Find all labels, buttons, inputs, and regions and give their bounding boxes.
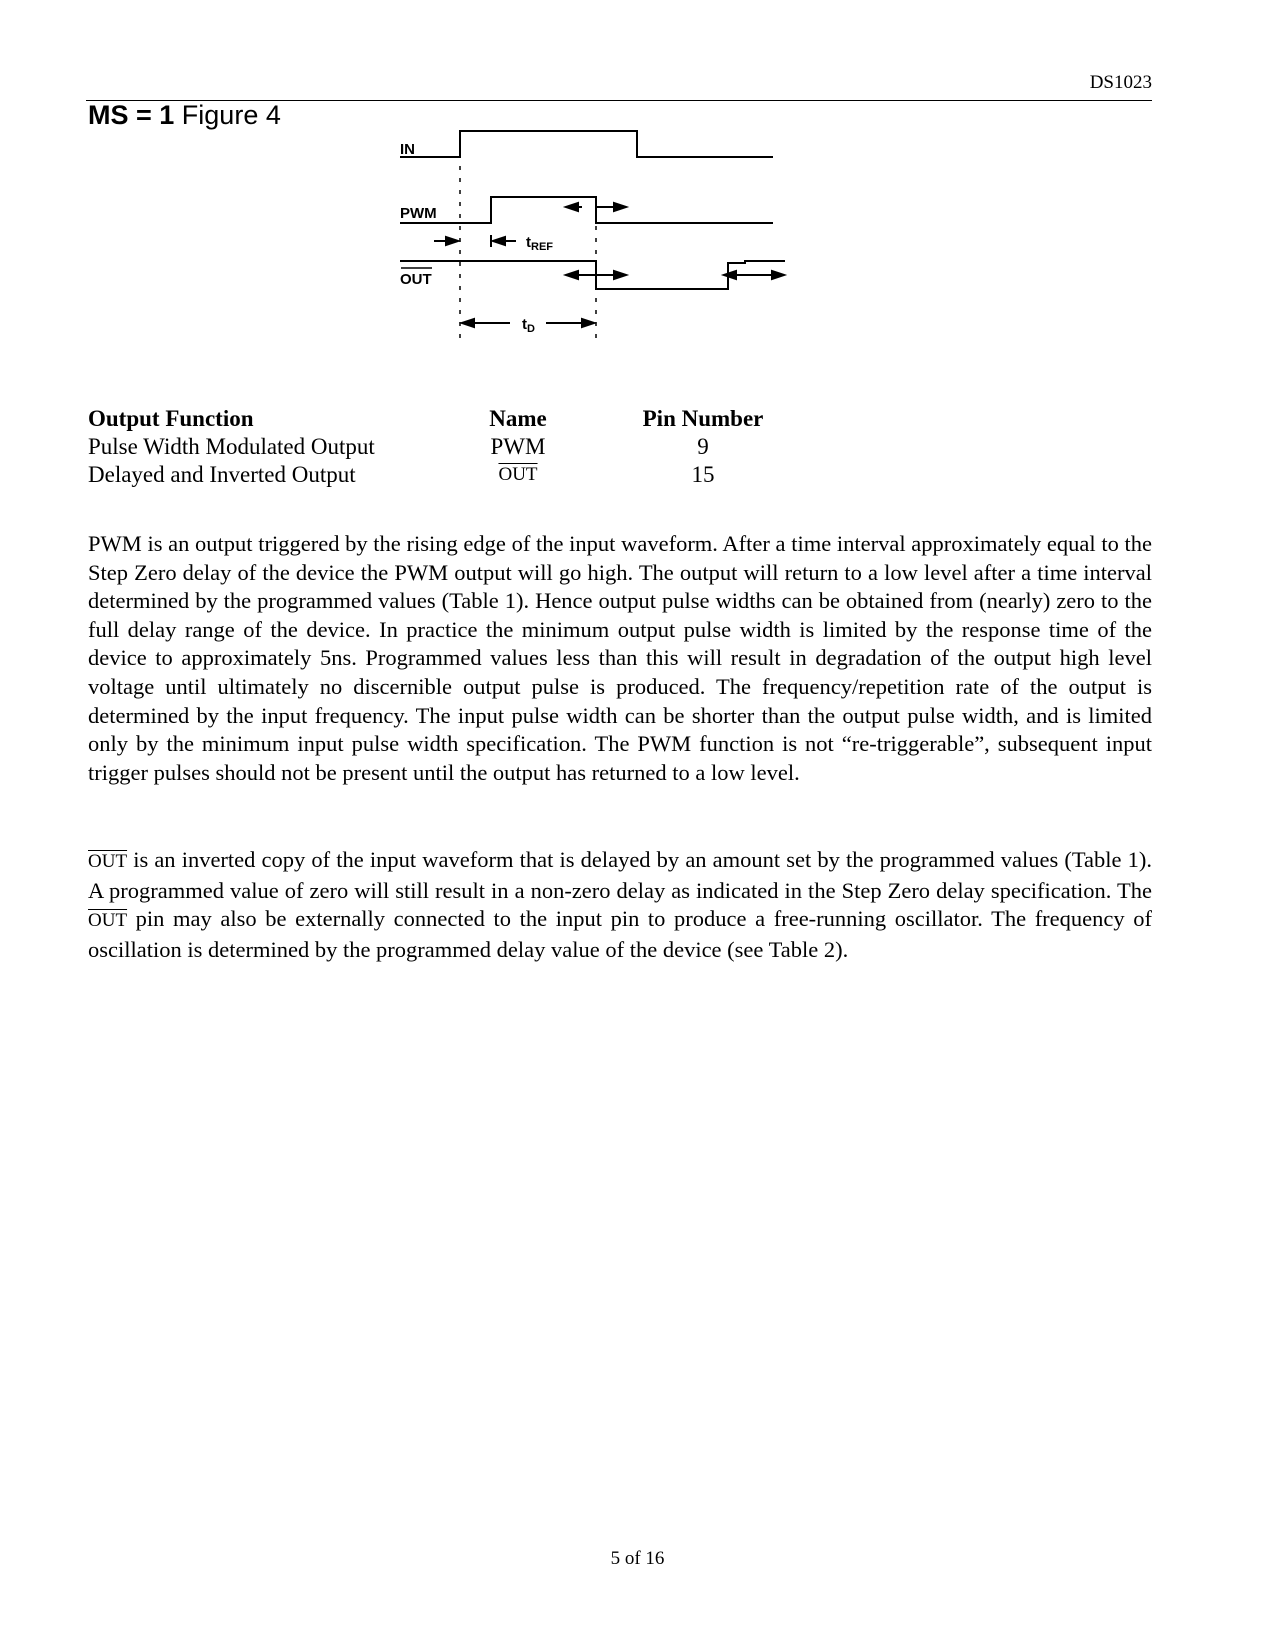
timing-diagram <box>400 126 840 366</box>
out-description-part1: is an inverted copy of the input waveform that is delayed by an amount set by the programmed values (Table 1). A programmed value of zero will still result in a non-zero delay as indicated in the Step Zero delay specification. The <box>88 847 1152 903</box>
header-output-function: Output Function <box>88 406 254 431</box>
out-arrow-right <box>614 271 626 279</box>
figure-title-label: Figure 4 <box>174 100 281 130</box>
tref-arrow-right <box>493 237 505 245</box>
tref-label: $t_{REF}$ <box>526 234 553 253</box>
out-signal-name: $\overline{OUT}$ <box>88 851 128 872</box>
pwm-waveform <box>400 197 773 223</box>
out-description-part2: pin may also be externally connected to the input pin to produce a free-running oscillator. The frequency of oscillation is determined by the programmed delay value of the device (see Table 2). <box>88 906 1152 962</box>
td-arrow-right <box>582 319 594 327</box>
in-waveform <box>400 131 773 157</box>
out2-arrow-right <box>772 271 784 279</box>
document-id: DS1023 <box>1089 72 1152 93</box>
figure-title-mode: MS = 1 <box>88 100 175 130</box>
header-pin-number: Pin Number <box>642 406 764 431</box>
out-signal-name-2: $\overline{OUT}$ <box>88 910 128 932</box>
pwm-label: PWM <box>400 205 437 222</box>
out-arrow-left <box>566 271 578 279</box>
pwm-arrow-left <box>566 203 578 211</box>
figure-title <box>88 100 281 131</box>
header-name: Name <box>489 406 547 431</box>
page-number: 5 of 16 <box>610 1548 665 1569</box>
out-description <box>88 846 1152 964</box>
pwm-arrow-right <box>614 203 626 211</box>
row-name: PWM <box>490 434 546 459</box>
tref-arrow-left <box>446 237 458 245</box>
row-pin: 15 <box>691 462 715 487</box>
out2-arrow-left <box>724 271 736 279</box>
row-name: $\overline{OUT}$ <box>498 464 538 485</box>
in-label: IN <box>400 141 415 158</box>
row-function: Delayed and Inverted Output <box>88 462 356 487</box>
row-pin: 9 <box>697 434 709 459</box>
td-arrow-left <box>462 319 474 327</box>
td-label: $t_D$ <box>522 316 535 335</box>
out-label: OUT <box>400 271 432 288</box>
row-function: Pulse Width Modulated Output <box>88 434 375 459</box>
pwm-description: PWM is an output triggered by the rising edge of the input waveform. After a time interval approximately equal to the Step Zero delay of the device the PWM output will go high. The output will return to a low level after a time interval determined by the programmed values (Table 1). Hence output pulse widths can be obtained from (nearly) zero to the full delay range of the device. In practice the minimum output pulse width is limited by the response time of the device to approximately 5ns. Programmed values less than this will result in degradation of the output high level voltage until ultimately no discernible output pulse is produced. The frequency/repetition rate of the output is determined by the input frequency. The input pulse width can be shorter than the output pulse width, and is limited only by the minimum input pulse width specification. The PWM function is not “re-triggerable”, subsequent input trigger pulses should not be present until the output has returned to a low level. <box>88 531 1152 785</box>
